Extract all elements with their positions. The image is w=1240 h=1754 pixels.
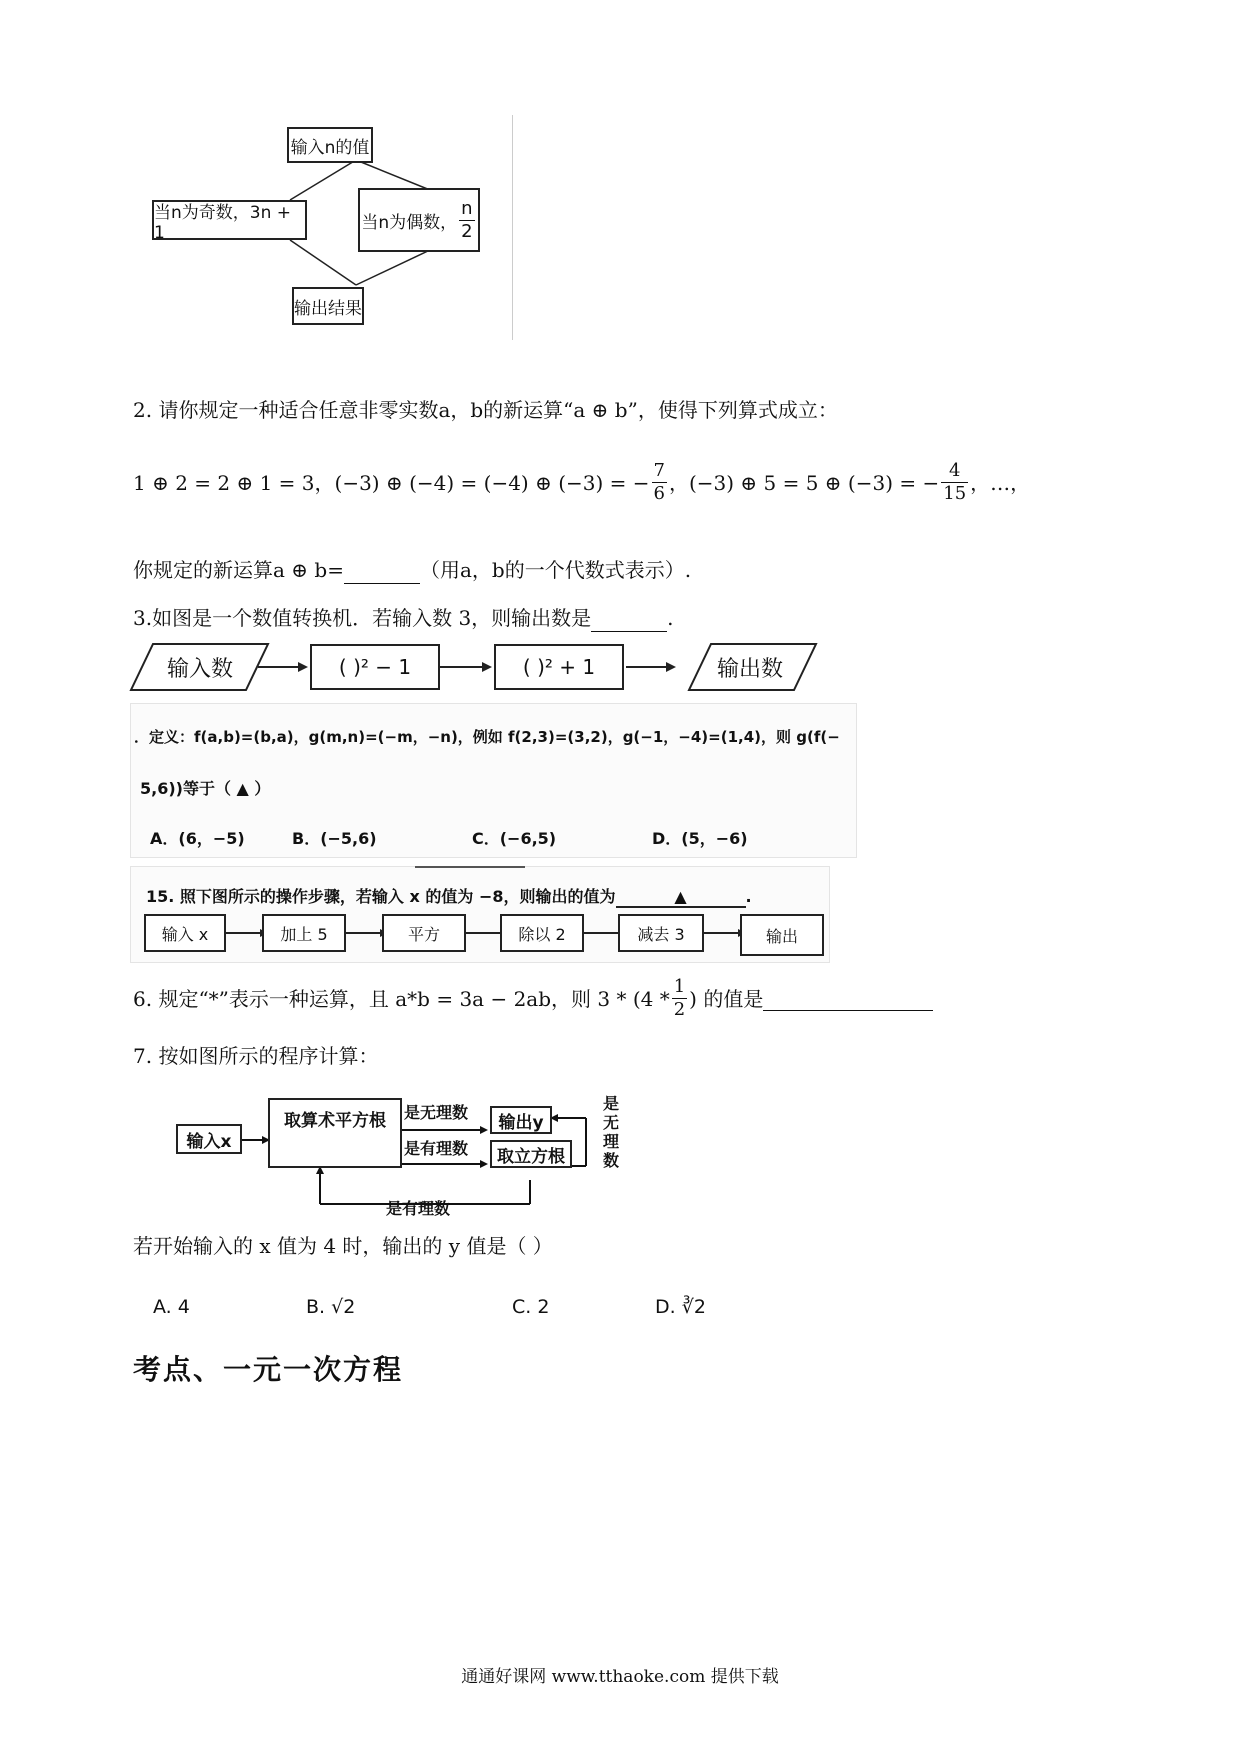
flow1-even-num: n [459,200,474,221]
q2-eq-a: 1 ⊕ 2 = 2 ⊕ 1 = 3，(−3) ⊕ (−4) = (−4) ⊕ (−3) = − [133,470,650,495]
q5-mark: ▲ [674,887,687,906]
q4-option-d: D．(5，−6) [652,829,748,848]
page-footer: 通通好课网 www.tthaoke.com 提供下载 [461,1667,779,1687]
q4-definition: ．定义：f(a,b)=(b,a)，g(m,n)=(−m，−n)，例如 f(2,3)=(3,2)，g(−1，−4)=(1,4)，则 g(f(− [134,728,840,746]
q7-irrational-label: 是无理数 [404,1103,469,1122]
q2-fraction-1 [652,462,667,503]
flow1-even-box [358,188,480,252]
q3-output-label: 输出数 [716,657,783,682]
q3-step2-box: ( )² + 1 [494,644,624,690]
divider-line [512,115,513,340]
q4-question: 5,6))等于（ ▲ ） [140,779,271,798]
q2-eq-b: ，(−3) ⊕ 5 = 5 ⊕ (−3) = − [668,470,940,495]
q2-fraction-2 [941,462,968,503]
q7-output-box: 输出y [490,1106,552,1134]
q5-text: 15. 照下图所示的操作步骤，若输入 x 的值为 −8，则输出的值为 [146,887,616,906]
q3-prompt [133,604,674,632]
q5-top-rule [415,866,525,868]
q6-pre: 6. 规定“*”表示一种运算，且 a*b = 3a − 2ab，则 3 * (4 * [133,986,670,1011]
q7-option-d: D. ∛2 [655,1296,706,1318]
q5-step-add: 加上 5 [262,914,346,952]
q2-blank [344,563,420,584]
q5-step-divide: 除以 2 [500,914,584,952]
q3-blank [591,611,667,632]
q3-step1-box: ( )² − 1 [310,644,440,690]
q4-option-a: A．(6，−5) [150,829,245,848]
flow1-odd-box: 当n为奇数，3n + 1 [152,200,307,240]
section-heading: 考点、一元一次方程 [133,1353,404,1386]
q6-line [133,978,933,1019]
q7-bottom-label: 是有理数 [386,1199,451,1218]
q5-step-square: 平方 [382,914,466,952]
q3-text-end: . [667,606,674,630]
q7-side-label: 是无理数 [603,1094,620,1170]
q4-option-c: C．(−6,5) [472,829,557,848]
q7-option-c: C. 2 [512,1296,550,1318]
q3-input-label: 输入数 [166,657,233,682]
q6-fraction [672,978,687,1019]
q5-end: . [745,887,752,906]
q5-step-input: 输入 x [144,914,226,952]
q2-answer-line [133,556,691,584]
q7-question: 若开始输入的 x 值为 4 时，输出的 y 值是（ ） [133,1234,553,1258]
flow1-even-text: 当n为偶数， [361,212,458,233]
flow1-even-fraction [459,197,474,242]
q6-den: 2 [673,999,686,1020]
q2-f2-den: 15 [943,483,967,504]
flow1-output-box: 输出结果 [292,287,364,325]
q2-line3-pre: 你规定的新运算a ⊕ b= [133,558,344,582]
q2-line3-post: （用a，b的一个代数式表示）. [419,558,692,582]
q7-option-b: B. √2 [306,1296,356,1318]
q5-step-subtract: 减去 3 [618,914,704,952]
q5-step-output: 输出 [740,914,824,956]
flow1-input-box: 输入n的值 [287,127,373,163]
q2-prompt: 2. 请你规定一种适合任意非零实数a，b的新运算“a ⊕ b”，使得下列算式成立： [133,398,838,422]
q7-rational-label: 是有理数 [404,1139,469,1158]
q7-input-box: 输入x [176,1124,242,1154]
q5-blank [616,887,746,908]
q2-eq-c: ，…， [970,470,1031,495]
q2-f1-den: 6 [653,483,665,504]
q7-sqrt-box: 取算术平方根 [268,1098,402,1168]
q7-option-a: A. 4 [153,1296,190,1318]
q6-num: 1 [673,976,686,997]
q7-cube-box: 取立方根 [490,1140,572,1168]
q7-title: 7. 按如图所示的程序计算： [133,1044,379,1068]
q2-equations [133,462,1030,503]
q6-blank [763,986,933,1011]
q5-question [146,884,752,908]
q5-flow-arrows [140,910,830,956]
q3-text: 3.如图是一个数值转换机．若输入数 3，则输出数是 [133,606,592,630]
q4-option-b: B．(−5,6) [292,829,377,848]
flow1-even-den: 2 [461,220,473,242]
q2-f2-num: 4 [941,462,968,483]
q2-f1-num: 7 [653,460,665,481]
q6-post: ) 的值是 [689,986,764,1011]
